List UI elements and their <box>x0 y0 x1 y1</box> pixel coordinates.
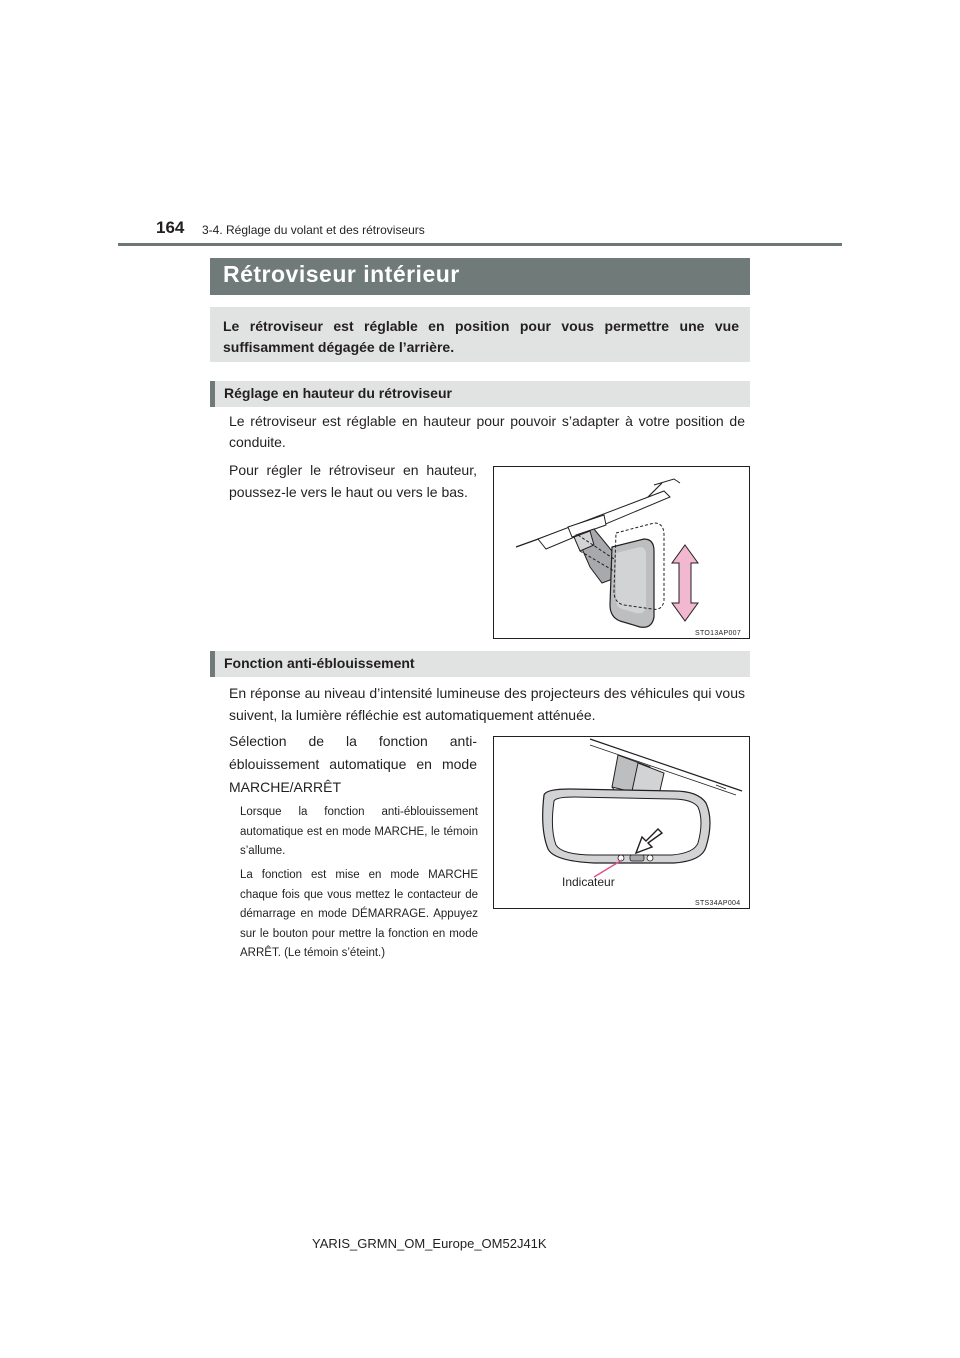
section-heading-antiglare-label: Fonction anti-éblouissement <box>224 655 415 671</box>
page-title-bar <box>210 258 750 295</box>
indicator-label: Indicateur <box>562 875 615 889</box>
section-heading-height-label: Réglage en hauteur du rétroviseur <box>224 385 452 401</box>
intro-box <box>210 307 750 362</box>
chapter-title: 3-4. Réglage du volant et des rétroviseurs <box>202 223 425 237</box>
footer-document-id: YARIS_GRMN_OM_Europe_OM52J41K <box>312 1236 547 1251</box>
height-paragraph-2: Pour régler le rétroviseur en hauteur, poussez-le vers le haut ou vers le bas. <box>229 462 477 500</box>
figure-code: STO13AP007 <box>695 630 742 637</box>
section-heading-height <box>210 381 750 407</box>
mirror-antiglare-illustration <box>494 737 751 910</box>
figure-mirror-height <box>493 466 750 639</box>
height-paragraph-1: Le rétroviseur est réglable en hauteur pour pouvoir s’adapter à votre position de conduite. <box>229 413 745 450</box>
intro-text: Le rétroviseur est réglable en position pour vous permettre une vue suffisamment dégagée de l’arrière. <box>223 318 739 355</box>
section-heading-antiglare <box>210 651 750 677</box>
antiglare-paragraph-1: En réponse au niveau d’intensité lumineuse des projecteurs des véhicules qui vous suivent, la lumière réfléchie est automatiquement atténuée. <box>229 685 745 723</box>
figure-code: STS34AP004 <box>695 900 741 907</box>
header-rule <box>118 243 842 246</box>
figure-mirror-antiglare <box>493 736 750 909</box>
antiglare-note-1: Lorsque la fonction anti-éblouissement automatique est en mode MARCHE, le témoin s’allume. <box>240 806 478 857</box>
antiglare-note-2: La fonction est mise en mode MARCHE chaque fois que vous mettez le contacteur de démarrage en mode DÉMARRAGE. Appuyez sur le bouton pour mettre la fonction en mode ARRÊT. (Le témoin s’éteint.) <box>240 869 478 959</box>
page-number: 164 <box>156 218 185 237</box>
mirror-height-illustration <box>494 467 751 640</box>
double-arrow-up-down-icon <box>672 545 698 621</box>
antiglare-paragraph-2: Sélection de la fonction anti-éblouissement automatique en mode MARCHE/ARRÊT <box>229 733 477 795</box>
page-title: Rétroviseur intérieur <box>223 261 460 287</box>
